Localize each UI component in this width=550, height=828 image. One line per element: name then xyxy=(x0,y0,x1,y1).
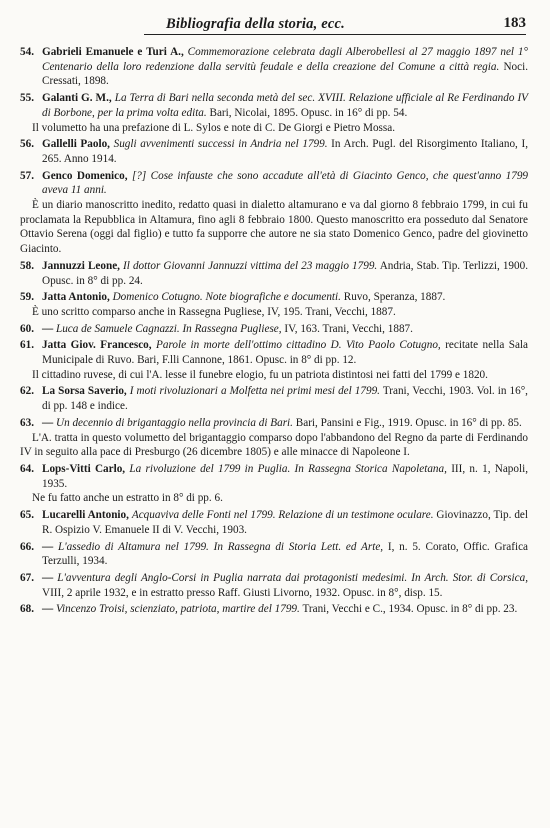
entry-citation xyxy=(20,462,528,491)
entry-number: 58. xyxy=(20,259,34,272)
bibliography-entry xyxy=(20,508,528,537)
entry-author: — xyxy=(42,540,54,553)
entry-citation xyxy=(20,508,528,537)
running-header xyxy=(144,12,526,35)
entry-citation xyxy=(20,384,528,413)
entry-publication: Bari, Pansini e Fig., 1919. Opusc. in 16° di pp. 85. xyxy=(295,416,522,429)
entry-number: 55. xyxy=(20,92,34,105)
entry-publication: Noci. Cressati, 1898. xyxy=(42,60,529,88)
bibliography-entry xyxy=(20,169,528,257)
bibliography-entry xyxy=(20,322,528,337)
entry-publication: I, n. 5. Corato, Offic. Grafica Terzulli, 1934. xyxy=(42,540,529,568)
entry-number: 65. xyxy=(20,509,34,522)
entry-author: Jatta Antonio, xyxy=(42,291,110,304)
bibliography-entry xyxy=(20,137,528,166)
bibliography-entry xyxy=(20,259,528,288)
bibliography-entry xyxy=(20,571,528,600)
entry-number: 66. xyxy=(20,540,34,553)
entry-number: 68. xyxy=(20,603,34,616)
entry-citation xyxy=(20,137,528,166)
bibliography-entry xyxy=(20,416,528,460)
bibliography-entry xyxy=(20,602,528,617)
entry-title: Parole in morte dell'ottimo cittadino D. Vito Paolo Cotugno, xyxy=(156,339,441,352)
entry-number: 64. xyxy=(20,462,34,475)
entry-note: È uno scritto comparso anche in Rassegna Pugliese, IV, 195. Trani, Vecchi, 1887. xyxy=(32,305,396,318)
entry-citation xyxy=(20,571,528,600)
running-title: Bibliografia della storia, ecc. xyxy=(166,16,345,32)
entry-citation xyxy=(20,45,528,89)
page-number: 183 xyxy=(503,15,526,31)
entry-citation xyxy=(20,322,528,337)
entry-author: La Sorsa Saverio, xyxy=(42,385,127,398)
entry-title: Il dottor Giovanni Jannuzzi vittima del 23 maggio 1799. xyxy=(123,259,378,272)
entry-citation xyxy=(20,259,528,288)
entry-citation xyxy=(20,602,528,617)
entry-title: Luca de Samuele Cagnazzi. In Rassegna Pugliese, xyxy=(55,322,282,335)
entry-publication: In Arch. Pugl. del Risorgimento Italiano, I, 265. Anno 1914. xyxy=(42,138,529,165)
bibliography-entry xyxy=(20,384,528,413)
entry-citation xyxy=(20,290,528,305)
bibliography-entry xyxy=(20,290,528,319)
entry-note: L'A. tratta in questo volumetto del brigantaggio comparso dopo l'abbandono del Regno da parte di Ferdinando IV in seguito alla pace di Presburgo (26 dicembre 1805) e alle minacce di Napoleone I. xyxy=(20,431,528,459)
entry-publication: recitate nella Sala Municipale di Ruvo. Bari, F.lli Cannone, 1861. Opusc. in 8° di pp. 12. xyxy=(42,339,528,367)
entry-citation xyxy=(20,540,528,569)
entry-number: 67. xyxy=(20,571,34,584)
entry-title: La rivoluzione del 1799 in Puglia. In Rassegna Storica Napoletana, xyxy=(129,462,447,475)
entry-citation xyxy=(20,416,528,431)
entry-publication: IV, 163. Trani, Vecchi, 1887. xyxy=(284,322,413,335)
entry-author: Galanti G. M., xyxy=(42,92,112,105)
entry-author: — xyxy=(42,603,54,616)
entry-author: Lops-Vitti Carlo, xyxy=(42,462,126,475)
entry-note: Il volumetto ha una prefazione di L. Sylos e note di C. De Giorgi e Pietro Mossa. xyxy=(32,121,396,134)
entry-citation xyxy=(20,169,528,198)
entry-publication: Trani, Vecchi e C., 1934. Opusc. in 8° di pp. 23. xyxy=(302,603,518,616)
entry-publication: VIII, 2 aprile 1932, e in estratto presso Raff. Giusti Livorno, 1932. Opusc. in 8°, disp. 15. xyxy=(42,586,443,599)
entry-number: 54. xyxy=(20,46,34,58)
entry-title: Un decennio di brigantaggio nella provincia di Bari. xyxy=(55,416,293,429)
entry-note: È un diario manoscritto inedito, redatto quasi in dialetto altamurano e va dal giorno 8 febbraio 1799, in cui fu proclamata la Repubblica in Altamura, fino agli 8 febbraio 1800. Questo manoscritto era posseduto dal Senatore Ottavio Serena (oggi dal figlio) e tutto fa supporre che autore ne sia stato Domenico Genco, padre del giovinetto Giacinto. xyxy=(20,199,528,256)
entry-author: Gallelli Paolo, xyxy=(42,138,110,151)
entry-publication: Andria, Stab. Tip. Terlizzi, 1900. Opusc. in 8° di pp. 24. xyxy=(42,259,529,287)
entry-note: Il cittadino ruvese, di cui l'A. lesse il funebre elogio, fu un patriota distintosi nei fatti del 1799 e 1820. xyxy=(32,368,488,381)
entry-title: Vincenzo Troisi, scienziato, patriota, martire del 1799. xyxy=(55,603,300,616)
entry-number: 60. xyxy=(20,322,34,335)
entry-author: Jannuzzi Leone, xyxy=(42,259,120,272)
entry-number: 62. xyxy=(20,385,34,398)
entry-title: I moti rivoluzionari a Molfetta nei primi mesi del 1799. xyxy=(129,385,380,398)
entry-author: — xyxy=(42,322,54,335)
bibliography-entry xyxy=(20,540,528,569)
entry-author: Jatta Giov. Francesco, xyxy=(42,339,152,352)
bibliography-entry xyxy=(20,462,528,506)
entry-publication: Bari, Nicolai, 1895. Opusc. in 16° di pp. 54. xyxy=(209,106,408,119)
entry-title: L'assedio di Altamura nel 1799. In Rassegna di Storia Lett. ed Arte, xyxy=(57,540,384,553)
bibliography-entry xyxy=(20,45,528,89)
bibliography-list xyxy=(20,45,528,617)
entry-citation xyxy=(20,338,528,367)
entry-title: L'avventura degli Anglo-Corsi in Puglia narrata dai protagonisti medesimi. In Arch. Stor. di Corsica, xyxy=(57,571,529,584)
bibliography-entry xyxy=(20,91,528,135)
entry-number: 63. xyxy=(20,416,34,429)
entry-title: Domenico Cotugno. Note biografiche e documenti. xyxy=(112,291,341,304)
entry-title: La Terra di Bari nella seconda metà del sec. XVIII. Relazione ufficiale al Re Ferdinando IV di Borbone, per la prima volta edita. xyxy=(42,92,528,119)
entry-publication: III, n. 1, Napoli, 1935. xyxy=(42,462,529,490)
entry-note: Ne fu fatto anche un estratto in 8° di pp. 6. xyxy=(32,492,223,505)
entry-author: — xyxy=(42,571,54,584)
entry-publication: Trani, Vecchi, 1903. Vol. in 16°, di pp. 148 e indice. xyxy=(42,385,528,413)
entry-citation xyxy=(20,91,528,120)
entry-author: Lucarelli Antonio, xyxy=(42,509,129,522)
entry-title: Commemorazione celebrata dagli Alberobellesi al 27 maggio 1897 nel 1° Centenario della loro redenzione dalla servitù feudale e della creazione del Comune a città regia. xyxy=(42,46,528,73)
entry-author: — xyxy=(42,416,54,429)
entry-number: 59. xyxy=(20,291,34,304)
entry-number: 56. xyxy=(20,138,34,151)
entry-publication: Ruvo, Speranza, 1887. xyxy=(343,291,446,304)
entry-number: 61. xyxy=(20,339,34,352)
entry-author: Genco Domenico, xyxy=(42,169,128,182)
entry-publication: Giovinazzo, Tip. del R. Ospizio V. Emanuele II di V. Vecchi, 1903. xyxy=(42,509,529,536)
bibliography-entry xyxy=(20,338,528,382)
entry-author: Gabrieli Emanuele e Turi A., xyxy=(42,46,184,58)
entry-number: 57. xyxy=(20,169,34,182)
entry-title: Sugli avvenimenti successi in Andria nel 1799. xyxy=(113,138,328,151)
entry-title: [?] Cose infauste che sono accadute all'età di Giacinto Genco, che quest'anno 1799 aveva 11 anni. xyxy=(42,169,529,197)
entry-title: Acquaviva delle Fonti nel 1799. Relazione di un testimone oculare. xyxy=(131,509,434,522)
